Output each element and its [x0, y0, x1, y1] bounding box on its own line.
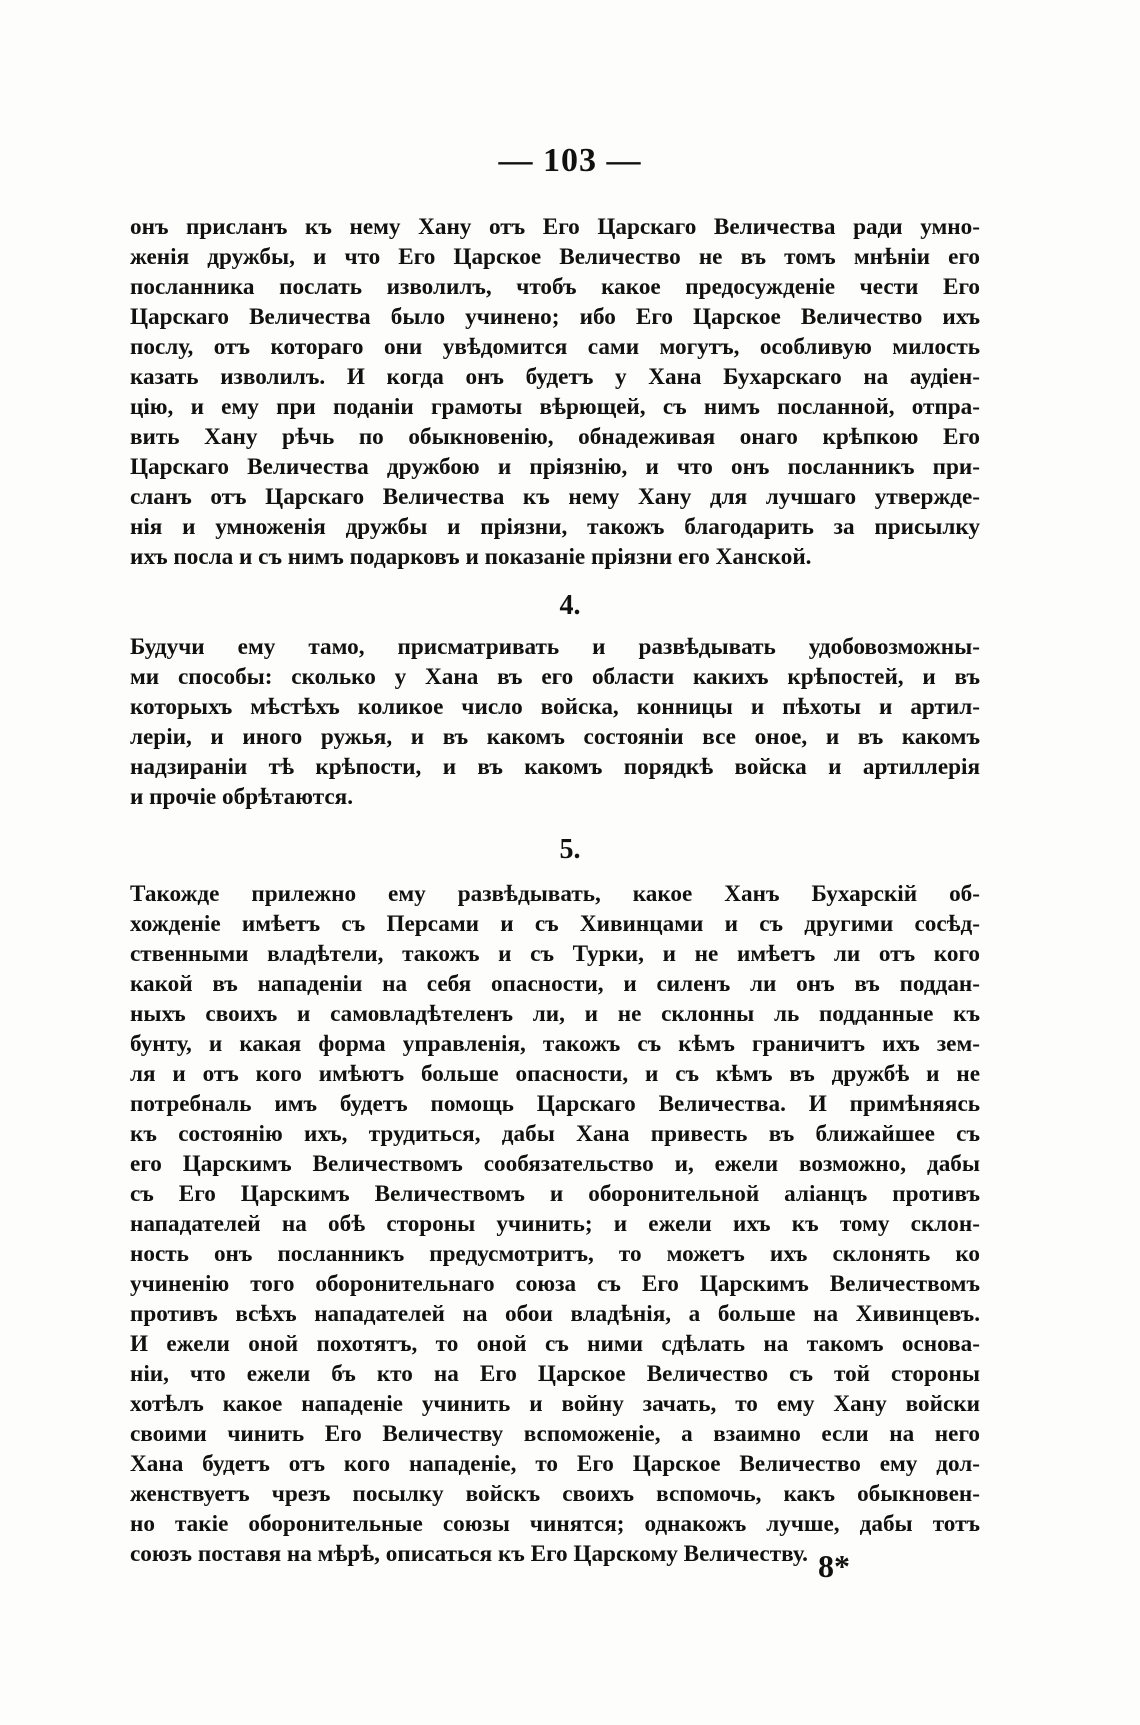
- text-line: противъ всѣхъ нападателей на обои владѣнія, а больше на Хивинцевъ.: [130, 1301, 980, 1327]
- text-line: Царскаго Величества было учинено; ибо Его Царское Величество ихъ: [130, 304, 980, 330]
- paragraph-2: [130, 632, 980, 812]
- text-line: нія и умноженія дружбы и пріязни, такожъ благодарить за присылку: [130, 514, 980, 540]
- text-line: И ежели оной похотятъ, то оной съ ними сдѣлать на такомъ основа-: [130, 1331, 980, 1357]
- text-line: Будучи ему тамо, присматривать и развѣдывать удобовозможны-: [130, 634, 980, 660]
- text-line: посланника послать изволилъ, чтобъ какое предосужденіе чести Его: [130, 274, 980, 300]
- text-line: Хана будетъ отъ кого нападеніе, то Его Царское Величество ему дол-: [130, 1451, 980, 1477]
- text-line: съ Его Царскимъ Величествомъ и оборонительной аліанцъ противъ: [130, 1181, 980, 1207]
- text-line: его Царскимъ Величествомъ сообязательство и, ежели возможно, дабы: [130, 1151, 980, 1177]
- text-line: ность онъ посланникъ предусмотритъ, то можетъ ихъ склонять ко: [130, 1241, 980, 1267]
- text-line: женія дружбы, и что Его Царское Величество не въ томъ мнѣніи его: [130, 244, 980, 270]
- text-line: сланъ отъ Царскаго Величества къ нему Хану для лучшаго утвержде-: [130, 484, 980, 510]
- text-line: цію, и ему при поданіи грамоты вѣрющей, съ нимъ посланной, отпра-: [130, 394, 980, 420]
- text-line: женствуетъ чрезъ посылку войскъ своихъ вспомочь, какъ обыкновен-: [130, 1481, 980, 1507]
- section-number-4: 4.: [559, 590, 581, 621]
- text-line: которыхъ мѣстѣхъ коликое число войска, конницы и пѣхоты и артил-: [130, 694, 980, 720]
- text-line: союзъ поставя на мѣрѣ, описаться къ Его Царскому Величеству.: [130, 1541, 808, 1567]
- page-number: — 103 —: [498, 142, 642, 179]
- text-line: хотѣлъ какое нападеніе учинить и войну зачать, то ему Хану войски: [130, 1391, 980, 1417]
- text-line: хожденіе имѣетъ съ Персами и съ Хивинцами и съ другими сосѣд-: [130, 911, 980, 937]
- text-line: потребналь имъ будетъ помощь Царскаго Величества. И примѣняясь: [130, 1091, 980, 1117]
- text-line: нападателей на обѣ стороны учинить; и ежели ихъ къ тому склон-: [130, 1211, 980, 1237]
- section-number-5: 5.: [559, 834, 581, 865]
- text-line: и прочіе обрѣтаются.: [130, 784, 353, 810]
- paragraph-1: [130, 212, 980, 572]
- text-line: учиненію того оборонительнаго союза съ Его Царскимъ Величествомъ: [130, 1271, 980, 1297]
- text-line: ственными владѣтели, такожъ и съ Турки, и не имѣетъ ли отъ кого: [130, 941, 980, 967]
- paragraph-3: [130, 879, 980, 1569]
- text-line: послу, отъ котораго они увѣдомится сами могутъ, особливую милость: [130, 334, 980, 360]
- text-line: Царскаго Величества дружбою и пріязнію, и что онъ посланникъ при-: [130, 454, 980, 480]
- text-line: казать изволилъ. И когда онъ будетъ у Хана Бухарскаго на аудіен-: [130, 364, 980, 390]
- text-line: ми способы: сколько у Хана въ его области какихъ крѣпостей, и въ: [130, 664, 980, 690]
- text-line: вить Хану рѣчь по обыкновенію, обнадеживая онаго крѣпкою Его: [130, 424, 980, 450]
- text-line: бунту, и какая форма управленія, такожъ съ кѣмъ граничитъ ихъ зем-: [130, 1031, 980, 1057]
- text-line: ихъ посла и съ нимъ подарковъ и показаніе пріязни его Ханской.: [130, 544, 812, 570]
- text-line: но такіе оборонительные союзы чинятся; однакожъ лучше, дабы тотъ: [130, 1511, 980, 1537]
- text-line: надзираніи тѣ крѣпости, и въ какомъ порядкѣ войска и артиллерія: [130, 754, 980, 780]
- text-line: онъ присланъ къ нему Хану отъ Его Царскаго Величества ради умно-: [130, 214, 980, 240]
- text-line: къ состоянію ихъ, трудиться, дабы Хана привесть въ ближайшее съ: [130, 1121, 980, 1147]
- text-line: своими чинить Его Величеству вспоможеніе, а взаимно если на него: [130, 1421, 980, 1447]
- text-line: ніи, что ежели бъ кто на Его Царское Величество съ той стороны: [130, 1361, 980, 1387]
- text-line: ля и отъ кого имѣютъ больше опасности, и съ кѣмъ въ дружбѣ и не: [130, 1061, 980, 1087]
- text-line: ныхъ своихъ и самовладѣтеленъ ли, и не склонны ль подданные къ: [130, 1001, 980, 1027]
- text-line: леріи, и иного ружья, и въ какомъ состояніи все оное, и въ какомъ: [130, 724, 980, 750]
- text-line: Такожде прилежно ему развѣдывать, какое Ханъ Бухарскій об-: [130, 881, 980, 907]
- text-line: какой въ нападеніи на себя опасности, и силенъ ли онъ въ поддан-: [130, 971, 980, 997]
- printer-signature: 8*: [818, 1548, 850, 1584]
